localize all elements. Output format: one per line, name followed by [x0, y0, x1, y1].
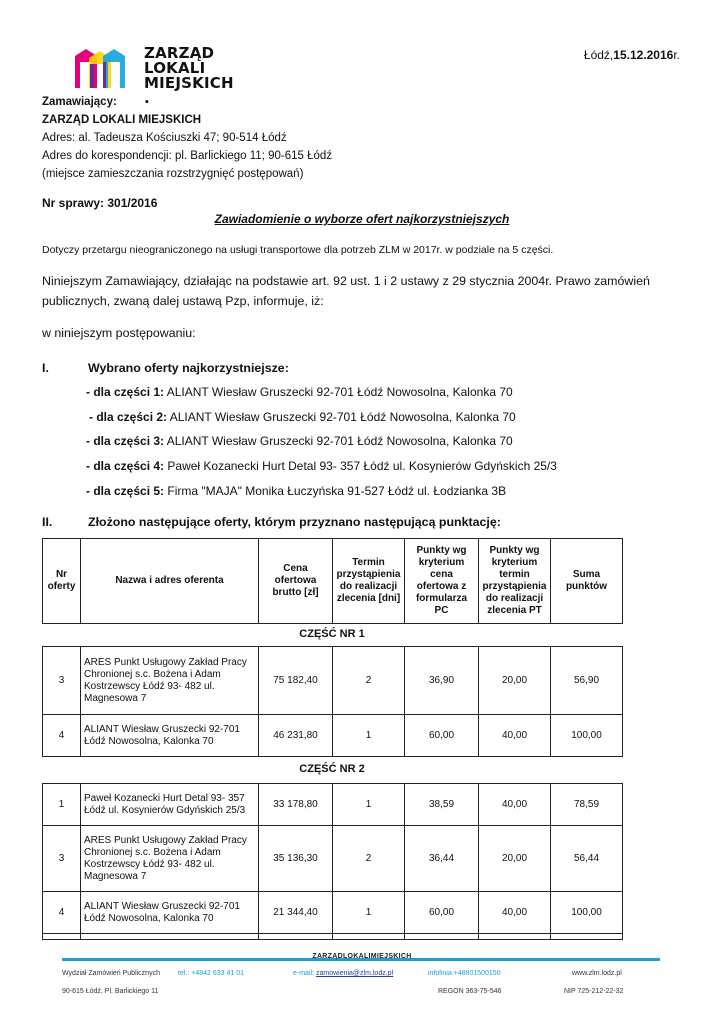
header-sum: Suma punktów	[551, 539, 623, 624]
logo-dot: .	[144, 89, 150, 107]
cell-name: Paweł Kozanecki Hurt Detal 93- 357 Łódź ul. Kosynierów Gdyńskich 25/3	[81, 784, 259, 826]
cell-price: 46 231,80	[259, 715, 333, 757]
cell-name: ALIANT Wiesław Gruszecki 92-701 Łódź Nowosolna, Kalonka 70	[81, 715, 259, 757]
footer-tel: tel.: +4842 633 41 01	[178, 970, 244, 977]
winner-part-label: - dla części 1:	[86, 385, 165, 399]
cell-pc: 60,00	[405, 715, 479, 757]
footer-nip: NIP 725-212-22-32	[564, 988, 624, 995]
cell-pc: 60,00	[405, 892, 479, 934]
header-pc: Punkty wg kryterium cena ofertowa z formularza PC	[405, 539, 479, 624]
cell-sum: 56,44	[551, 826, 623, 892]
cell-price: 35 136,30	[259, 826, 333, 892]
cell-sum: 100,00	[551, 892, 623, 934]
cell-pc: 36,90	[405, 647, 479, 715]
section2-number: II.	[42, 515, 53, 529]
section1-number: I.	[42, 361, 49, 375]
cell-price: 75 182,40	[259, 647, 333, 715]
footer-infoline: infolinia:+48801500150	[428, 970, 501, 977]
header-nr: Nr oferty	[43, 539, 81, 624]
winner-part-1	[86, 383, 513, 401]
winner-part-text: ALIANT Wiesław Gruszecki 92-701 Łódź Nowosolna, Kalonka 70	[166, 385, 513, 399]
cell-term: 1	[333, 715, 405, 757]
table-row-empty	[43, 934, 623, 940]
intro-line-1: Niniejszym Zamawiający, działając na podstawie art. 92 ust. 1 i 2 ustawy z 29 stycznia 2004r. Prawo zamówień	[42, 274, 650, 288]
cell-pt: 20,00	[479, 647, 551, 715]
winner-part-label: - dla części 5:	[86, 484, 165, 498]
part-1-label: CZĘŚĆ NR 1	[299, 628, 365, 640]
date: 15.12.2016	[613, 48, 674, 62]
cell-nr: 1	[43, 784, 81, 826]
winner-part-text: ALIANT Wiesław Gruszecki 92-701 Łódź Nowosolna, Kalonka 70	[169, 410, 516, 424]
cell-name: ARES Punkt Usługowy Zakład Pracy Chronionej s.c. Bożena i Adam Kostrzewscy Łódź 93- 482 ul. Magnesowa 7	[81, 826, 259, 892]
footer-address: 90-615 Łódź, Pl. Barlickiego 11	[62, 988, 159, 995]
cell-pc: 36,44	[405, 826, 479, 892]
winner-part-4	[86, 457, 557, 475]
procedure-text: w niniejszym postępowaniu:	[42, 326, 196, 340]
logo-houses-icon	[72, 46, 128, 90]
table-row	[43, 715, 623, 757]
orderer-name: ZARZĄD LOKALI MIEJSKICH	[42, 114, 202, 126]
cell-term: 2	[333, 826, 405, 892]
cell-name: ALIANT Wiesław Gruszecki 92-701 Łódź Nowosolna, Kalonka 70	[81, 892, 259, 934]
winner-part-5	[86, 482, 506, 500]
footer-regon: REGON 363-75-546	[438, 988, 502, 995]
cell-nr: 4	[43, 892, 81, 934]
part-1-table	[42, 646, 623, 757]
cell-nr: 4	[43, 715, 81, 757]
cell-price: 33 178,80	[259, 784, 333, 826]
footer-email-label: e-mail:	[293, 970, 315, 977]
table-row	[43, 784, 623, 826]
place-date	[584, 46, 680, 64]
cell-term: 2	[333, 647, 405, 715]
cell-sum: 100,00	[551, 715, 623, 757]
winner-part-2	[89, 408, 516, 426]
table-row	[43, 826, 623, 892]
cell-sum: 78,59	[551, 784, 623, 826]
cell-price: 21 344,40	[259, 892, 333, 934]
winner-part-text: Paweł Kozanecki Hurt Detal 93- 357 Łódź ul. Kosynierów Gdyńskich 25/3	[167, 459, 557, 473]
winner-part-label: - dla części 4:	[86, 459, 165, 473]
footer-email	[293, 970, 393, 977]
footer-email-link[interactable]: zamowienia@zlm.lodz.pl	[315, 970, 394, 977]
cell-nr: 3	[43, 647, 81, 715]
cell-sum: 56,90	[551, 647, 623, 715]
winner-part-text: ALIANT Wiesław Gruszecki 92-701 Łódź Nowosolna, Kalonka 70	[166, 434, 513, 448]
case-number: Nr sprawy: 301/2016	[42, 196, 158, 210]
orderer-correspondence: Adres do korespondencji: pl. Barlickiego 11; 90-615 Łódź	[42, 150, 333, 162]
cell-pt: 40,00	[479, 715, 551, 757]
header-name: Nazwa i adres oferenta	[81, 539, 259, 624]
cell-name: ARES Punkt Usługowy Zakład Pracy Chronionej s.c. Bożena i Adam Kostrzewscy Łódź 93- 482 ul. Magnesowa 7	[81, 647, 259, 715]
cell-nr: 3	[43, 826, 81, 892]
winner-part-label: - dla części 3:	[86, 434, 165, 448]
date-suffix: r.	[673, 48, 680, 62]
table-row	[43, 647, 623, 715]
part-2-label: CZĘŚĆ NR 2	[299, 763, 365, 775]
logo-line2: LOKALI	[144, 59, 206, 77]
table-row	[43, 892, 623, 934]
orderer-address: Adres: al. Tadeusza Kościuszki 47; 90-514 Łódź	[42, 132, 287, 144]
section2-title: Złożono następujące oferty, którym przyznano następującą punktację:	[88, 515, 501, 529]
part-2-table	[42, 783, 623, 940]
place-city: Łódź,	[583, 48, 614, 62]
orderer-label: Zamawiający:	[42, 96, 117, 108]
intro-line-2: publicznych, zwaną dalej ustawą Pzp, informuje, iż:	[42, 294, 324, 308]
concerns-text: Dotyczy przetargu nieograniczonego na usługi transportowe dla potrzeb ZLM w 2017r. w podziale na 5 części.	[42, 244, 554, 256]
offers-header-table	[42, 538, 623, 624]
cell-term: 1	[333, 784, 405, 826]
cell-pt: 20,00	[479, 826, 551, 892]
header-pt: Punkty wg kryterium termin przystąpienia do realizacji zlecenia PT	[479, 539, 551, 624]
header-term: Termin przystąpienia do realizacji zlecenia [dni]	[333, 539, 405, 624]
footer-dept: Wydział Zamówień Publicznych	[62, 970, 160, 977]
document-title: Zawiadomienie o wyborze ofert najkorzystniejszych	[214, 212, 510, 226]
cell-pc: 38,59	[405, 784, 479, 826]
section1-title: Wybrano oferty najkorzystniejsze:	[88, 361, 289, 375]
header-price: Cena ofertowa brutto [zł]	[259, 539, 333, 624]
orderer-note: (miejsce zamieszczania rozstrzygnięć postępowań)	[42, 168, 304, 180]
cell-term: 1	[333, 892, 405, 934]
footer-brand: ZARZĄDLOKALIMIEJSKICH	[312, 953, 412, 960]
cell-pt: 40,00	[479, 784, 551, 826]
footer-www[interactable]: www.zlm.lodz.pl	[572, 970, 622, 977]
winner-part-label: - dla części 2:	[89, 410, 168, 424]
winner-part-text: Firma "MAJA" Monika Łuczyńska 91-527 Łódź ul. Łodzianka 3B	[167, 484, 507, 498]
cell-pt: 40,00	[479, 892, 551, 934]
logo-line3: MIEJSKICH	[144, 74, 234, 92]
winner-part-3	[86, 432, 513, 450]
logo-line1: ZARZĄD	[144, 44, 215, 62]
